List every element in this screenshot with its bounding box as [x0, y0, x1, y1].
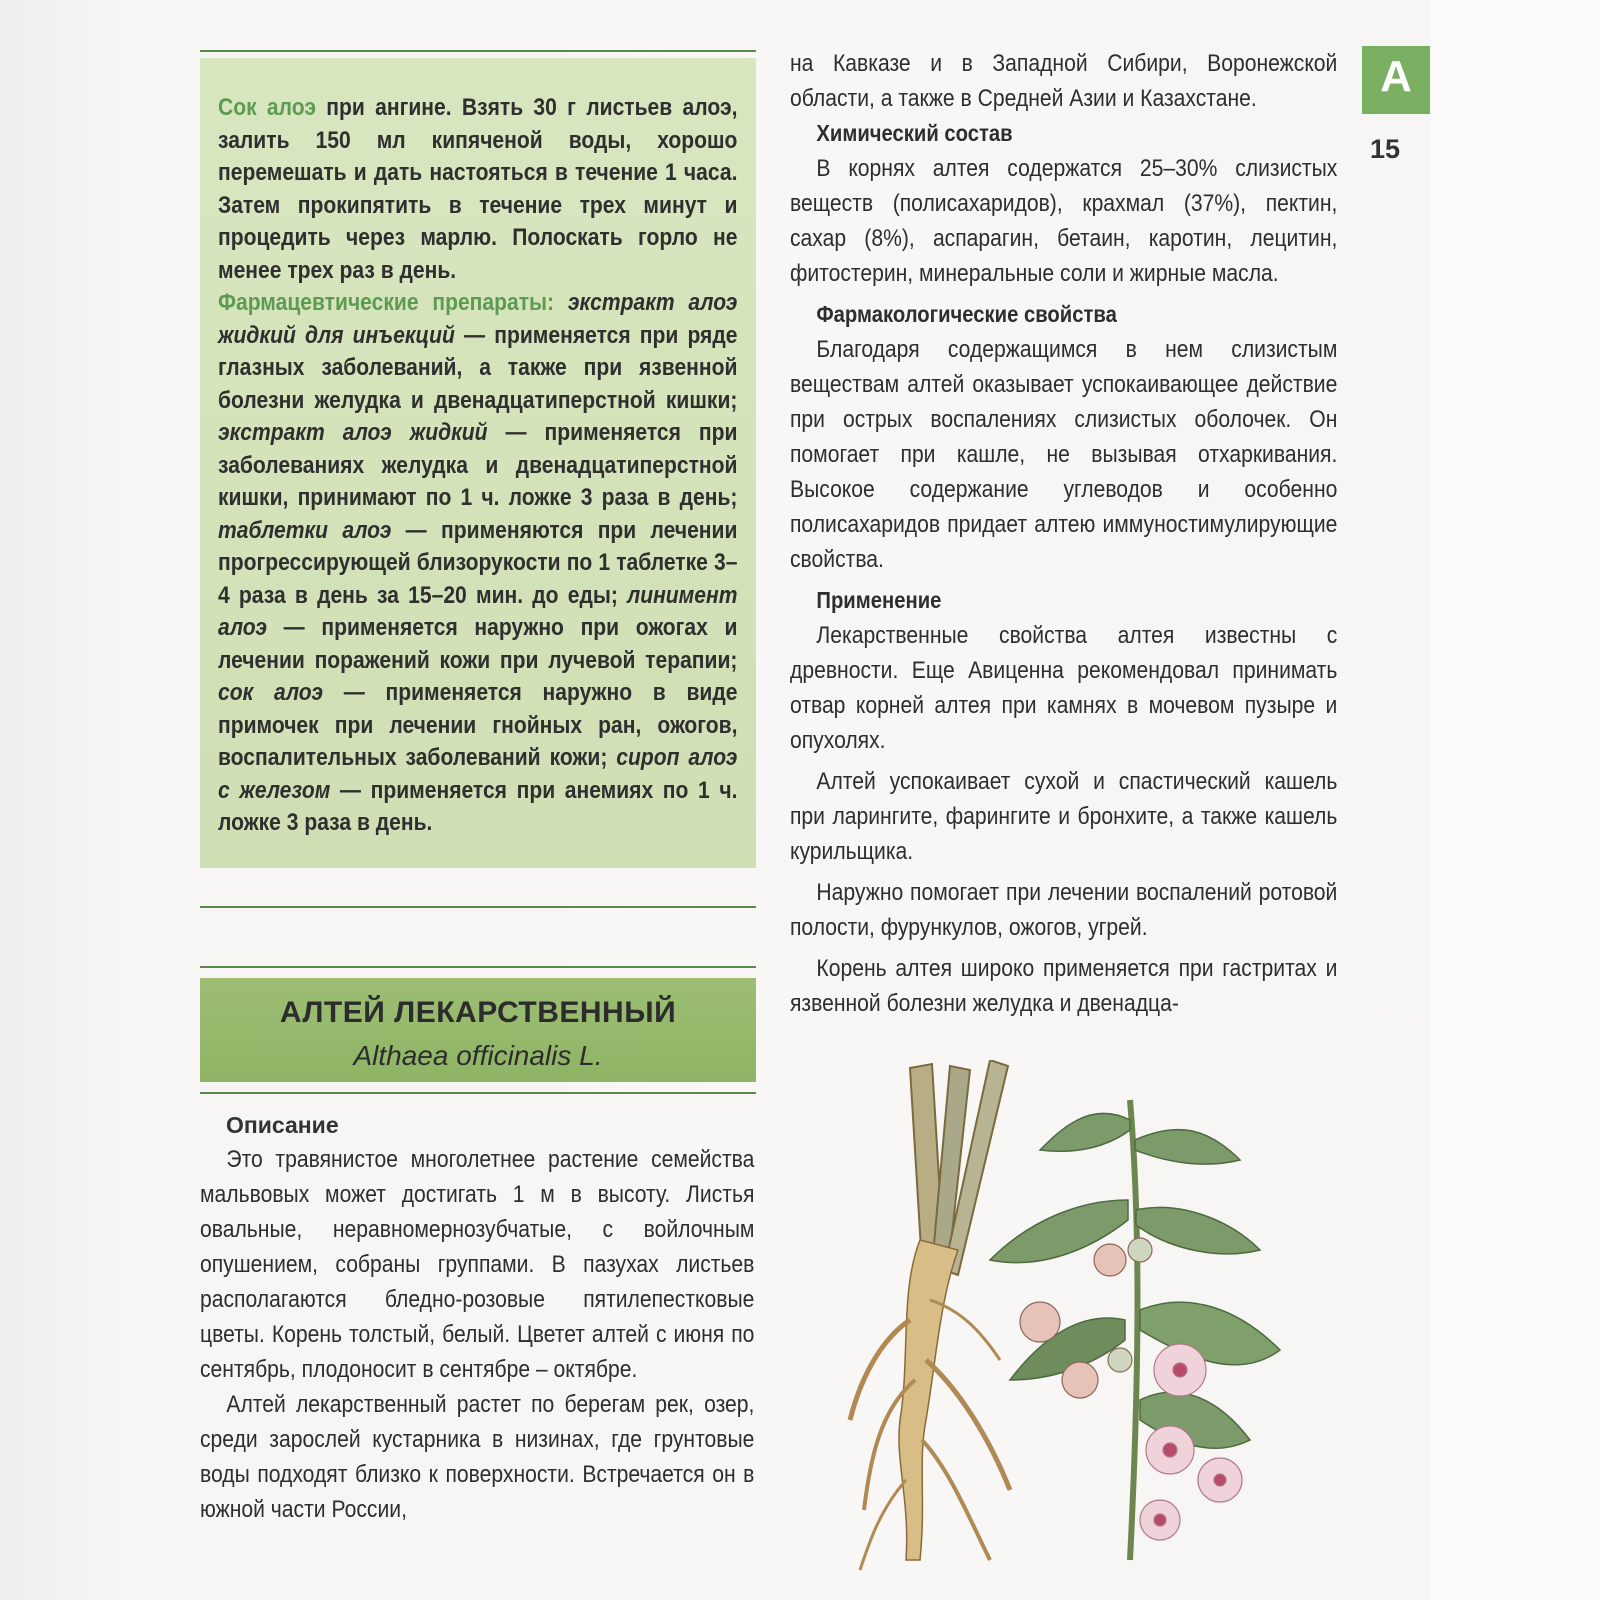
recipe-label-pharma: Фармацевтические препараты: — [218, 289, 555, 316]
root — [850, 1240, 1010, 1570]
recipe-bottom-rule — [200, 906, 756, 908]
althaea-illustration — [840, 1060, 1310, 1580]
continued-text: на Кавказе и в Западной Сибири, Воронежской области, а также в Средней Азии и Казахстане. — [790, 50, 1338, 112]
title-bottom-rule — [200, 1092, 756, 1094]
application-heading: Применение — [816, 587, 942, 613]
recipe-label-juice: Сок алоэ — [218, 94, 316, 121]
description-heading: Описание — [226, 1112, 339, 1138]
page-margin — [1430, 0, 1600, 1600]
description-text — [200, 1142, 754, 1527]
recipe-text: Сок алоэ при ангине. Взять 30 г листьев алоэ, залить 150 мл кипяченой воды, хорошо перемешать и дать настояться в течение 1 часа. Затем прокипятить в течение трех минут и процедить через марлю. Полоскать горло не менее трех раз в день. Фармацевтические препараты: экстракт алоэ жидкий для инъекций — применяется при ряде глазных заболеваний, а также при язвенной болезни желудка и двенадцатиперстной кишки; экстракт алоэ жидкий — применяется при заболеваниях желудка и двенадцатиперстной кишки, принимают по 1 ч. ложке 3 раза в день; таблетки алоэ — применяются при лечении прогрессирующей близорукости по 1 таблетке 3–4 раза в день за 15–20 мин. до еды; линимент алоэ — применяется наружно при ожогах и лечении поражений кожи при лучевой терапии; сок алоэ — применяется наружно в виде примочек при лечении гнойных ран, ожогов, воспалительных заболеваний кожи; сироп алоэ с железом — применяется при анемиях по 1 ч. ложке 3 раза в день. — [218, 94, 738, 836]
pharmacology-heading: Фармакологические свойства — [816, 301, 1117, 327]
right-column-text — [790, 46, 1337, 1021]
plant-stem — [1130, 1100, 1138, 1560]
pharmacology-text: Благодаря содержащимся в нем слизистым веществам алтей оказывает успокаивающее действие при острых воспалениях слизистых оболочек. Он помогает при кашле, не вызывая отхаркивания. Высокое содержание углеводов и особенно полисахаридов придает алтею иммуностимулирующие свойства. — [790, 336, 1338, 573]
description-paragraph: Алтей лекарственный растет по берегам рек, озер, среди зарослей кустарника в низинах, где грунтовые воды подходят близко к поверхности. Встречается он в южной части России, — [200, 1391, 755, 1523]
application-paragraph: Алтей успокаивает сухой и спастический кашель при ларингите, фарингите и бронхите, а также кашель курильщика. — [790, 768, 1338, 865]
application-paragraph: Лекарственные свойства алтея известны с древности. Еще Авиценна рекомендовал принимать отвар корней алтея при камнях в мочевом пузыре и опухолях. — [790, 622, 1338, 754]
top-rule — [200, 50, 756, 52]
application-paragraph: Наружно помогает при лечении воспалений ротовой полости, фурункулов, ожогов, угрей. — [790, 879, 1338, 941]
alphabet-tab — [1362, 46, 1430, 114]
chemistry-text: В корнях алтея содержатся 25–30% слизистых веществ (полисахаридов), крахмал (37%), пектин, сахар (8%), аспарагин, бетаин, каротин, лецитин, фитостерин, минеральные соли и жирные масла. — [790, 155, 1338, 287]
plant-title-ru: АЛТЕЙ ЛЕКАРСТВЕННЫЙ — [279, 996, 677, 1029]
description-paragraph: Это травянистое многолетнее растение семейства мальвовых может достигать 1 м в высоту. Листья овальные, неравномернозубчатые, с войлочным опушением, собраны группами. В пазухах листьев располагаются бледно-розовые пятилепестковые цветы. Корень толстый, белый. Цветет алтей с июня по сентябрь, плодоносит в сентябре – октябре. — [200, 1146, 755, 1383]
application-paragraph: Корень алтея широко применяется при гастритах и язвенной болезни желудка и двенадца- — [790, 955, 1338, 1017]
tab-letter: А — [1380, 52, 1412, 101]
plant-title-latin: Althaea officinalis L. — [353, 1040, 603, 1071]
chemistry-heading: Химический состав — [816, 120, 1013, 146]
title-top-rule — [200, 966, 756, 968]
page-number: 15 — [1370, 134, 1401, 164]
